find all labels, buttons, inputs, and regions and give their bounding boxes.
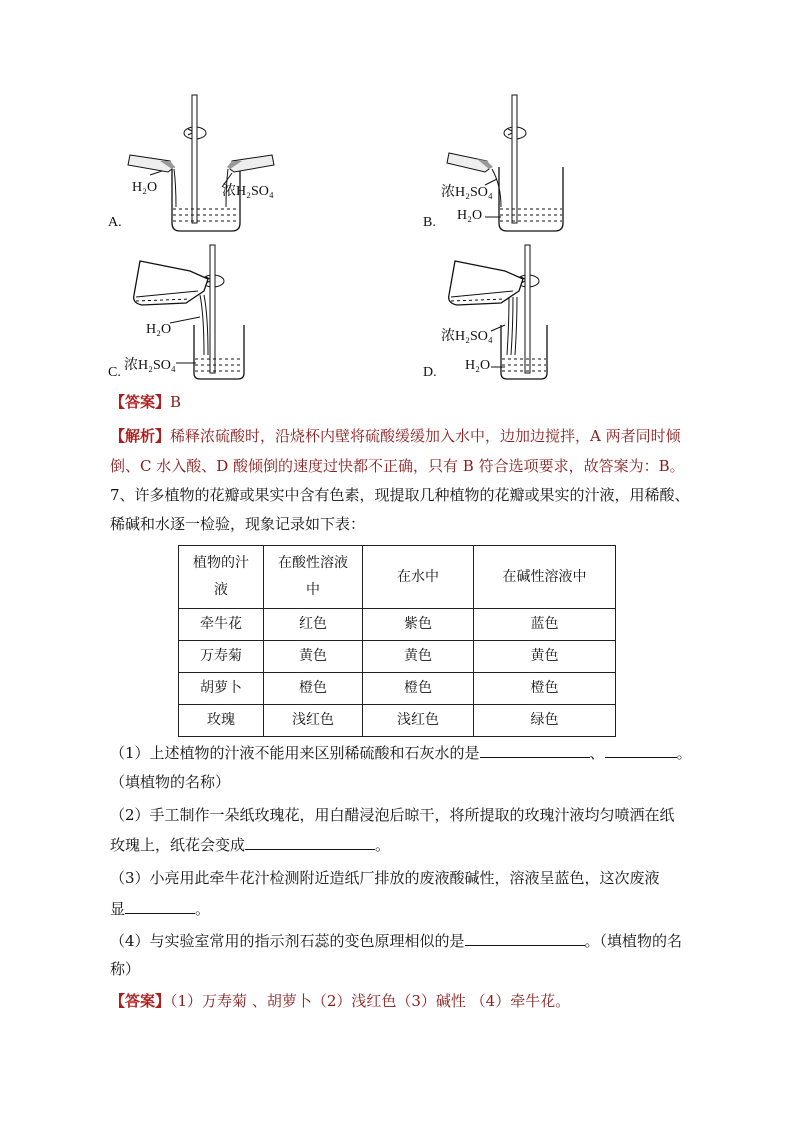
question-7-line-2: 稀碱和水逐一检验，现象记录如下表：: [110, 515, 366, 533]
beaker-diagram-a: [120, 95, 290, 235]
sub-question-1-note: （填植物的名称）: [110, 773, 231, 791]
answer-tag: 【答案】: [110, 393, 171, 411]
label-h2o: H₂O: [457, 208, 483, 223]
option-label-c: C.: [108, 365, 121, 380]
table-cell: 牵牛花: [179, 609, 264, 641]
sub-question-2-line-2: [110, 833, 390, 856]
label-h2so4: 浓H₂SO₄: [441, 329, 493, 344]
option-label-a: A.: [108, 215, 122, 230]
sub-question-2-text: 玫瑰上，纸花会变成: [110, 836, 246, 854]
figure-a: [108, 95, 290, 235]
label-h2o: H₂O: [465, 358, 491, 373]
period: 。: [676, 744, 692, 762]
answer-6: [110, 391, 181, 413]
label-h2so4: 浓H₂SO₄: [222, 184, 274, 199]
table-cell: 浅红色: [363, 705, 474, 737]
sub-question-3-text: 显: [110, 900, 126, 918]
header-plant: 植物的汁 液: [179, 546, 264, 609]
answer-blank[interactable]: [480, 741, 590, 758]
answer-tag: 【答案】: [110, 992, 171, 1010]
table-cell: 黄色: [363, 641, 474, 673]
table-header-row: [179, 546, 616, 609]
table-row: [179, 705, 616, 737]
table-cell: 浅红色: [264, 705, 363, 737]
sub-question-2-line-1: （2）手工制作一朵纸玫瑰花，用白醋浸泡后晾干，将所提取的玫瑰汁液均匀喷洒在纸: [110, 806, 675, 824]
sub-question-4-text: （4）与实验室常用的指示剂石蕊的变色原理相似的是: [110, 932, 465, 950]
indicator-table: [178, 545, 616, 737]
figure-b: [423, 95, 585, 235]
analysis-text-1: 稀释浓硫酸时，沿烧杯内壁将硫酸缓缓加入水中，边加边搅拌，A 两者同时倾: [170, 427, 681, 445]
analysis-6-line-1: [110, 425, 681, 447]
analysis-text-2: 倒、C 水入酸、D 酸倾倒的速度过快都不正确，只有 B 符合选项要求，故答案为：B。: [110, 457, 685, 475]
sub-question-3-line-2: [110, 897, 210, 920]
header-water: 在水中: [363, 546, 474, 609]
question-7-line-1: 7、许多植物的花瓣或果实中含有色素，现提取几种植物的花瓣或果实的汁液，用稀酸、: [110, 486, 690, 504]
table-cell: 橙色: [264, 673, 363, 705]
table-cell: 黄色: [474, 641, 616, 673]
table-cell: 红色: [264, 609, 363, 641]
header-acid: 在酸性溶液 中: [264, 546, 363, 609]
period: 。: [195, 900, 211, 918]
answer-text: （1）万寿菊 、胡萝卜（2）浅红色（3）碱性 （4）牵牛花。: [170, 992, 571, 1010]
header-base: 在碱性溶液中: [474, 546, 616, 609]
table-row: [179, 609, 616, 641]
label-h2o: H₂O: [146, 322, 172, 337]
table-row: [179, 641, 616, 673]
option-label-b: B.: [423, 215, 436, 230]
answer-blank[interactable]: [605, 741, 677, 758]
separator: 、: [589, 744, 605, 762]
answer-7: [110, 990, 570, 1012]
label-h2so4: 浓H₂SO₄: [441, 185, 493, 200]
sub-question-1-text: （1）上述植物的汁液不能用来区别稀硫酸和石灰水的是: [110, 744, 480, 762]
analysis-tag: 【解析】: [110, 427, 171, 445]
table-row: [179, 673, 616, 705]
answer-text: B: [170, 393, 182, 411]
table-cell: 万寿菊: [179, 641, 264, 673]
option-label-d: D.: [423, 365, 437, 380]
table-cell: 蓝色: [474, 609, 616, 641]
sub-question-4-line-1: [110, 929, 682, 952]
beaker-diagram-d: [435, 245, 585, 385]
answer-blank[interactable]: [125, 897, 195, 914]
sub-question-4-line-2: 称）: [110, 960, 141, 978]
answer-blank[interactable]: [465, 929, 585, 946]
figure-d: [423, 245, 585, 385]
period: 。: [375, 836, 391, 854]
table-cell: 绿色: [474, 705, 616, 737]
label-h2o: H₂O: [132, 180, 158, 195]
table-cell: 黄色: [264, 641, 363, 673]
sub-question-4-tail: 。（填植物的名: [584, 932, 683, 950]
answer-blank[interactable]: [245, 833, 375, 850]
figure-c: [108, 245, 270, 385]
table-cell: 紫色: [363, 609, 474, 641]
table-cell: 胡萝卜: [179, 673, 264, 705]
table-cell: 橙色: [474, 673, 616, 705]
sub-question-3-line-1: （3）小亮用此牵牛花汁检测附近造纸厂排放的废液酸碱性，溶液呈蓝色，这次废液: [110, 869, 660, 887]
table-cell: 橙色: [363, 673, 474, 705]
label-h2so4: 浓H₂SO₄: [124, 358, 176, 373]
sub-question-1: [110, 741, 692, 764]
analysis-6-line-2: [110, 455, 685, 477]
table-cell: 玫瑰: [179, 705, 264, 737]
